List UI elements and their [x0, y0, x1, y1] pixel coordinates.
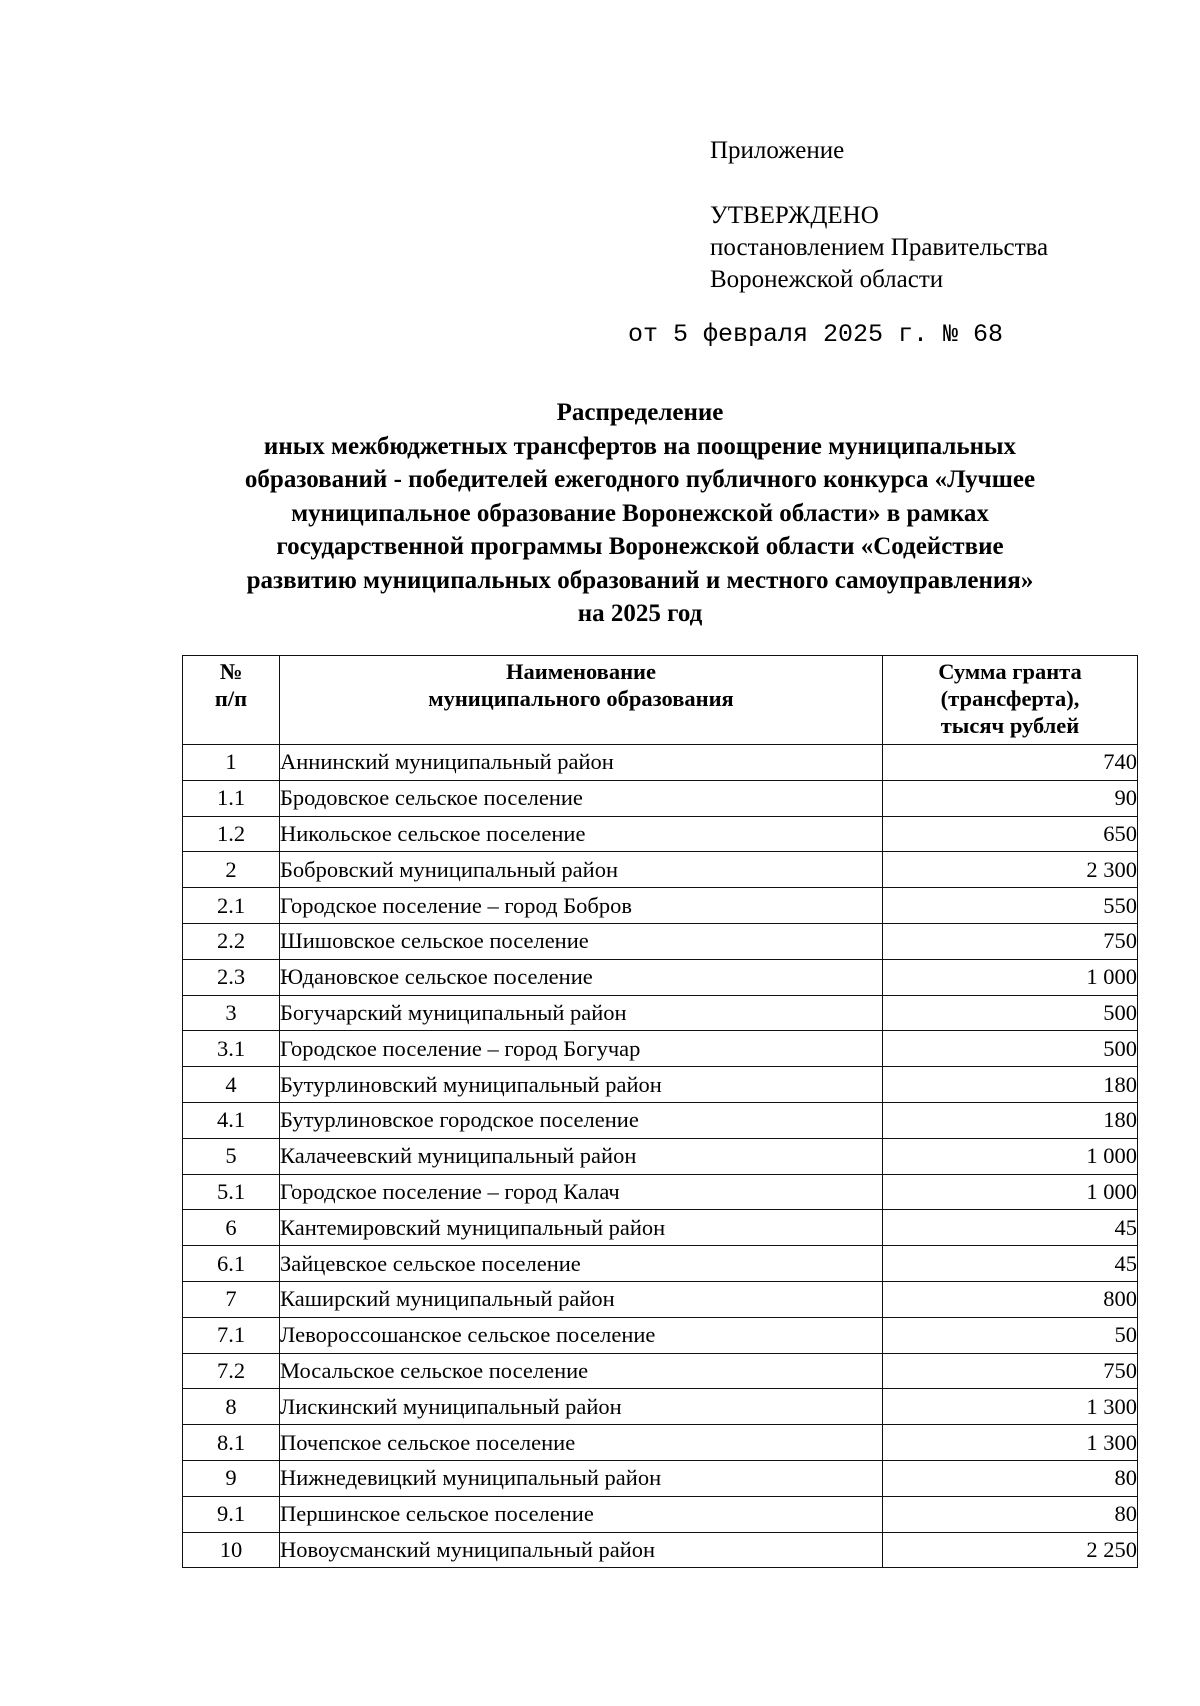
row-name: Калачеевский муниципальный район [280, 1138, 883, 1174]
title-line-4: муниципальное образование Воронежской области» в рамках [291, 499, 989, 527]
row-amount: 180 [883, 1067, 1138, 1103]
row-name: Бутурлиновское городское поселение [280, 1102, 883, 1138]
row-name: Першинское сельское поселение [280, 1496, 883, 1532]
row-amount: 45 [883, 1210, 1138, 1246]
row-name: Бутурлиновский муниципальный район [280, 1067, 883, 1103]
row-amount: 1 300 [883, 1425, 1138, 1461]
row-name: Зайцевское сельское поселение [280, 1246, 883, 1282]
title-line-2: иных межбюджетных трансфертов на поощрение муниципальных [263, 432, 1017, 460]
table-row [183, 1425, 1138, 1461]
row-name: Бродовское сельское поселение [280, 780, 883, 816]
table-row [183, 1246, 1138, 1282]
table-row [183, 1174, 1138, 1210]
header-amount [883, 656, 1138, 745]
table-row [183, 745, 1138, 781]
row-number: 1.1 [183, 780, 280, 816]
row-name: Бобровский муниципальный район [280, 852, 883, 888]
table-row [183, 1460, 1138, 1496]
table-body [183, 745, 1138, 1568]
row-number: 8 [183, 1389, 280, 1425]
table-row [183, 923, 1138, 959]
header-number [183, 656, 280, 745]
row-amount: 500 [883, 1031, 1138, 1067]
row-amount: 45 [883, 1246, 1138, 1282]
row-name: Мосальское сельское поселение [280, 1353, 883, 1389]
row-number: 5 [183, 1138, 280, 1174]
approval-block [710, 135, 1048, 296]
header-name-line-1: Наименование [506, 659, 656, 684]
row-number: 1.2 [183, 816, 280, 852]
table-row [183, 1138, 1138, 1174]
row-name: Богучарский муниципальный район [280, 995, 883, 1031]
row-amount: 2 300 [883, 852, 1138, 888]
title-line-5: государственной программы Воронежской области «Содействие [276, 533, 1004, 560]
table-row [183, 888, 1138, 924]
row-number: 1 [183, 745, 280, 781]
title-line-6: развитию муниципальных образований и местного самоуправления» [246, 566, 1034, 594]
approved-label: УТВЕРЖДЕНО [710, 202, 879, 229]
row-amount: 180 [883, 1102, 1138, 1138]
row-amount: 740 [883, 745, 1138, 781]
row-amount: 1 000 [883, 1174, 1138, 1210]
row-name: Городское поселение – город Богучар [280, 1031, 883, 1067]
row-number: 2.3 [183, 959, 280, 995]
row-number: 8.1 [183, 1425, 280, 1461]
row-number: 7.2 [183, 1353, 280, 1389]
table-row [183, 1532, 1138, 1568]
row-amount: 750 [883, 923, 1138, 959]
decree-reference: от 5 февраля 2025 г. № 68 [628, 320, 1004, 349]
row-number: 5.1 [183, 1174, 280, 1210]
title-line-3: образований - победителей ежегодного публичного конкурса «Лучшее [244, 466, 1036, 493]
row-amount: 800 [883, 1281, 1138, 1317]
document-title [130, 396, 1150, 631]
row-name: Лискинский муниципальный район [280, 1389, 883, 1425]
row-number: 3 [183, 995, 280, 1031]
title-line-1: Распределение [556, 399, 724, 426]
row-name: Кантемировский муниципальный район [280, 1210, 883, 1246]
row-amount: 80 [883, 1496, 1138, 1532]
header-number-line-2: п/п [214, 686, 248, 711]
row-amount: 2 250 [883, 1532, 1138, 1568]
header-amount-line-2: (трансферта), [940, 686, 1080, 711]
row-amount: 90 [883, 780, 1138, 816]
approved-by-line-2: Воронежской области [710, 266, 944, 293]
table-row [183, 1389, 1138, 1425]
table-row [183, 816, 1138, 852]
row-number: 7.1 [183, 1317, 280, 1353]
table-row [183, 1496, 1138, 1532]
row-amount: 1 000 [883, 959, 1138, 995]
row-number: 2 [183, 852, 280, 888]
row-amount: 80 [883, 1460, 1138, 1496]
row-number: 6.1 [183, 1246, 280, 1282]
row-amount: 500 [883, 995, 1138, 1031]
table-row [183, 852, 1138, 888]
row-number: 7 [183, 1281, 280, 1317]
header-name [280, 656, 883, 745]
table-row [183, 1210, 1138, 1246]
row-name: Нижнедевицкий муниципальный район [280, 1460, 883, 1496]
row-number: 2.1 [183, 888, 280, 924]
row-amount: 50 [883, 1317, 1138, 1353]
header-number-line-1: № [219, 659, 243, 684]
row-name: Шишовское сельское поселение [280, 923, 883, 959]
table-row [183, 780, 1138, 816]
row-name: Каширский муниципальный район [280, 1281, 883, 1317]
row-name: Юдановское сельское поселение [280, 959, 883, 995]
row-name: Городское поселение – город Калач [280, 1174, 883, 1210]
table-row [183, 1281, 1138, 1317]
row-number: 9.1 [183, 1496, 280, 1532]
header-amount-line-1: Сумма гранта [938, 659, 1082, 684]
table-header-row [183, 656, 1138, 745]
row-name: Левороссошанское сельское поселение [280, 1317, 883, 1353]
header-name-line-2: муниципального образования [428, 686, 734, 711]
row-number: 3.1 [183, 1031, 280, 1067]
table-row [183, 1031, 1138, 1067]
grants-table [182, 655, 1138, 1568]
row-amount: 1 000 [883, 1138, 1138, 1174]
table-row [183, 1067, 1138, 1103]
row-amount: 750 [883, 1353, 1138, 1389]
title-line-7: на 2025 год [577, 600, 703, 627]
row-number: 9 [183, 1460, 280, 1496]
row-number: 4.1 [183, 1102, 280, 1138]
table-row [183, 995, 1138, 1031]
row-name: Почепское сельское поселение [280, 1425, 883, 1461]
approved-by-line-1: постановлением Правительства [710, 234, 1049, 261]
row-number: 4 [183, 1067, 280, 1103]
row-name: Новоусманский муниципальный район [280, 1532, 883, 1568]
row-name: Городское поселение – город Бобров [280, 888, 883, 924]
row-name: Аннинский муниципальный район [280, 745, 883, 781]
row-amount: 1 300 [883, 1389, 1138, 1425]
row-number: 10 [183, 1532, 280, 1568]
table-row [183, 959, 1138, 995]
row-number: 6 [183, 1210, 280, 1246]
row-number: 2.2 [183, 923, 280, 959]
appendix-label: Приложение [710, 137, 845, 164]
row-amount: 550 [883, 888, 1138, 924]
row-name: Никольское сельское поселение [280, 816, 883, 852]
header-amount-line-3: тысяч рублей [940, 713, 1080, 738]
row-amount: 650 [883, 816, 1138, 852]
table-row [183, 1102, 1138, 1138]
table-row [183, 1353, 1138, 1389]
table-row [183, 1317, 1138, 1353]
